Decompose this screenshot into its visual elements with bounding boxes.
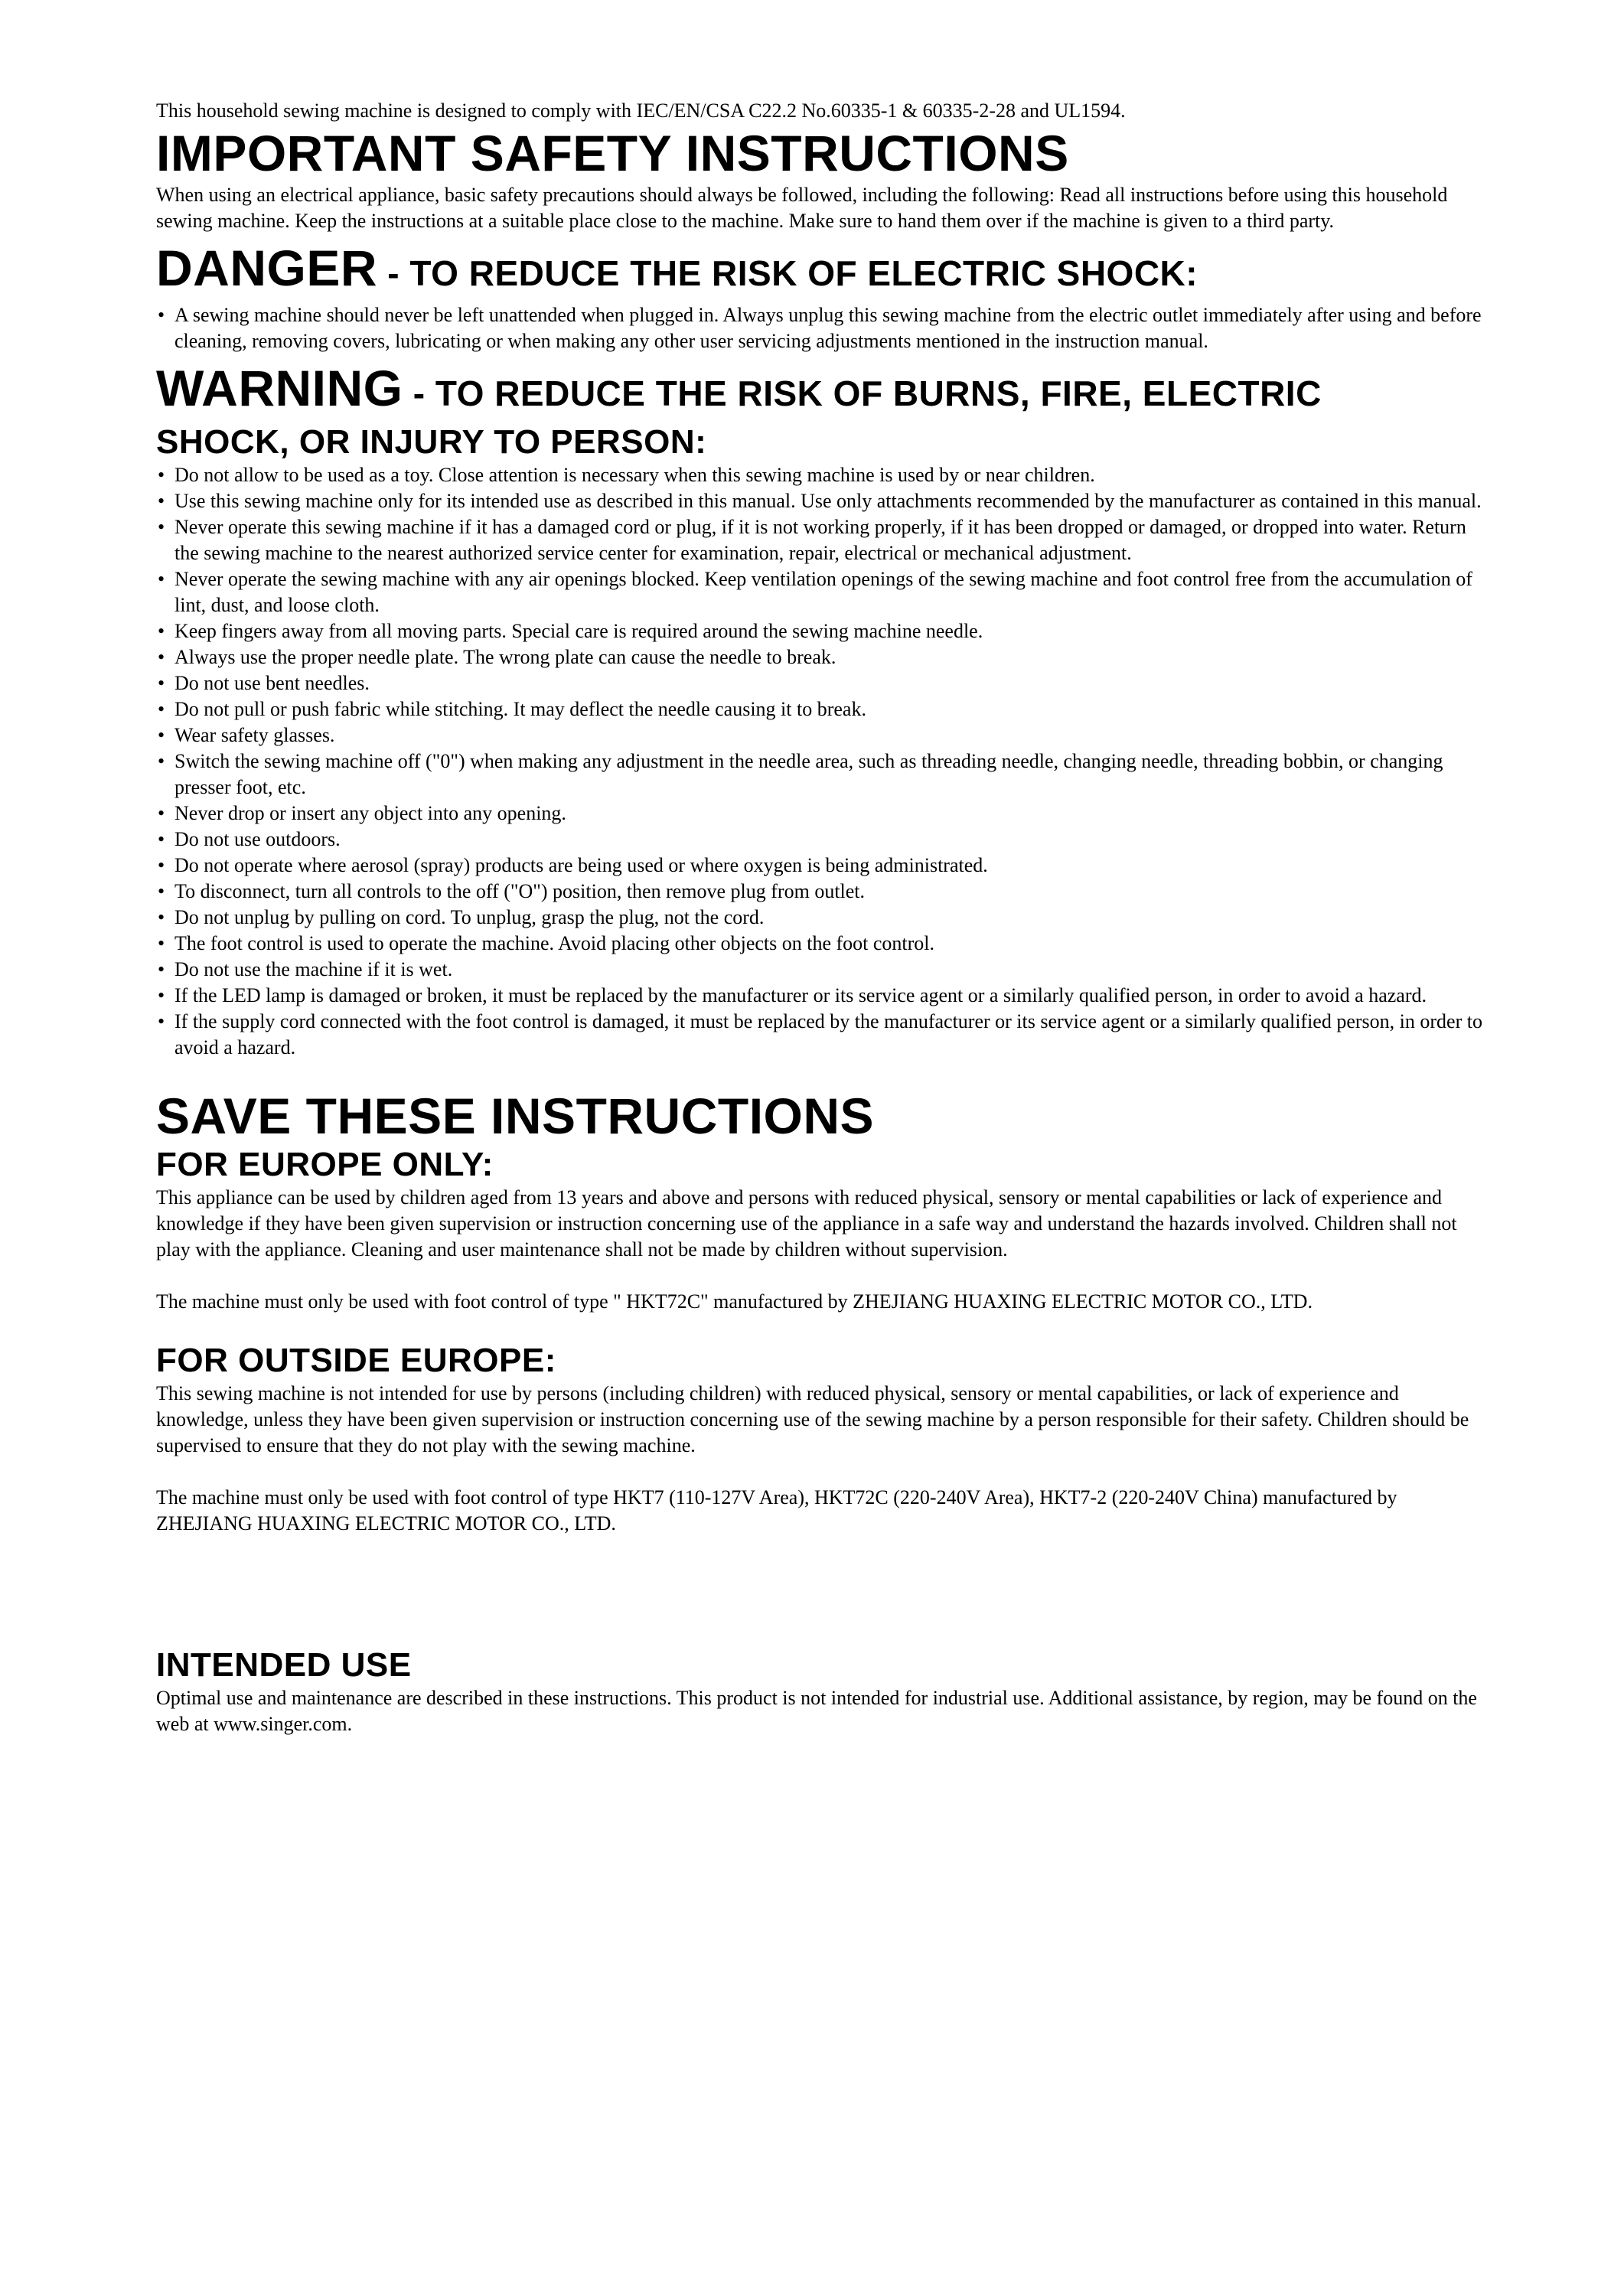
warning-item: • Do not allow to be used as a toy. Close attention is necessary when this sewing machine is used by or near children. [156, 462, 1488, 488]
warning-item: • Do not unplug by pulling on cord. To unplug, grasp the plug, not the cord. [156, 905, 1488, 931]
warning-heading [156, 359, 1488, 422]
warning-item: • Always use the proper needle plate. The wrong plate can cause the needle to break. [156, 644, 1488, 670]
outside-europe-title: FOR OUTSIDE EUROPE: [156, 1342, 556, 1379]
warning-item: • If the supply cord connected with the foot control is damaged, it must be replaced by the manufacturer or its service agent or a similarly qualified person, in order to avoid a hazard. [156, 1009, 1488, 1061]
warning-item: • The foot control is used to operate the machine. Avoid placing other objects on the foot control. [156, 931, 1488, 957]
warning-item: • Never drop or insert any object into any opening. [156, 801, 1488, 827]
europe-para-1: This appliance can be used by children aged from 13 years and above and persons with reduced physical, sensory or mental capabilities or lack of experience and knowledge if they have been given supervision or instruction concerning use of the appliance in a safe way and understand the hazards involved. Children shall not play with the appliance. Cleaning and user maintenance shall not be made by children without supervision. [156, 1186, 1457, 1261]
warning-item: • Use this sewing machine only for its intended use as described in this manual. Use only attachments recommended by the manufacturer as contained in this manual. [156, 488, 1488, 514]
warning-item: • Never operate the sewing machine with any air openings blocked. Keep ventilation openings of the sewing machine and foot control free from the accumulation of lint, dust, and loose cloth. [156, 566, 1488, 618]
europe-title: FOR EUROPE ONLY: [156, 1146, 494, 1183]
danger-word: DANGER [156, 240, 378, 296]
warning-item: • Do not pull or push fabric while stitching. It may deflect the needle causing it to break. [156, 696, 1488, 722]
warning-item: • Switch the sewing machine off ("0") when making any adjustment in the needle area, such as threading needle, changing needle, threading bobbin, or changing presser foot, etc. [156, 748, 1488, 801]
warning-item: • Never operate this sewing machine if it has a damaged cord or plug, if it is not working properly, if it has been dropped or damaged, or dropped into water. Return the sewing machine to the nearest authorized service center for examination, repair, electrical or mechanical adjustment. [156, 514, 1488, 566]
compliance-note: This household sewing machine is designed to comply with IEC/EN/CSA C22.2 No.60335-1 & 60335-2-28 and UL1594. [156, 99, 1126, 122]
warning-subtitle: - TO REDUCE THE RISK OF BURNS, FIRE, ELECTRIC [403, 373, 1322, 413]
save-title: SAVE THESE INSTRUCTIONS [156, 1088, 875, 1144]
intended-use-title: INTENDED USE [156, 1646, 412, 1684]
danger-heading [156, 239, 1488, 302]
warning-item: • Do not use the machine if it is wet. [156, 957, 1488, 983]
warning-subtitle-line2: SHOCK, OR INJURY TO PERSON: [156, 423, 707, 461]
warning-item: • Wear safety glasses. [156, 722, 1488, 748]
important-title: IMPORTANT SAFETY INSTRUCTIONS [156, 125, 1069, 181]
warning-item: • To disconnect, turn all controls to the off ("O") position, then remove plug from outlet. [156, 879, 1488, 905]
warning-item: • Do not use outdoors. [156, 827, 1488, 853]
warning-item: • Do not use bent needles. [156, 670, 1488, 696]
outside-europe-para-1: This sewing machine is not intended for use by persons (including children) with reduced physical, sensory or mental capabilities, or lack of experience and knowledge, unless they have been given supervision or instruction concerning use of the sewing machine by a person responsible for their safety. Children should be supervised to ensure that they do not play with the sewing machine. [156, 1382, 1469, 1456]
warning-item: • If the LED lamp is damaged or broken, it must be replaced by the manufacturer or its service agent or a similarly qualified person, in order to avoid a hazard. [156, 983, 1488, 1009]
intended-use-body: Optimal use and maintenance are described in these instructions. This product is not intended for industrial use. Additional assistance, by region, may be found on the web at www.singer.com. [156, 1687, 1477, 1735]
important-intro: When using an electrical appliance, basic safety precautions should always be followed, including the following: Read all instructions before using this household sewing machine. Keep the instructions at a suitable place close to the machine. Make sure to hand them over if the machine is given to a third party. [156, 184, 1448, 232]
danger-subtitle: - TO REDUCE THE RISK OF ELECTRIC SHOCK: [377, 253, 1198, 293]
warning-item: • Do not operate where aerosol (spray) products are being used or where oxygen is being administrated. [156, 853, 1488, 879]
warning-word: WARNING [156, 360, 403, 416]
danger-item: • A sewing machine should never be left unattended when plugged in. Always unplug this sewing machine from the electric outlet immediately after using and before cleaning, removing covers, lubricating or when making any other user servicing adjustments mentioned in the instruction manual. [156, 302, 1488, 354]
europe-para-2: The machine must only be used with foot control of type " HKT72C" manufactured by ZHEJIANG HUAXING ELECTRIC MOTOR CO., LTD. [156, 1290, 1313, 1313]
outside-europe-para-2: The machine must only be used with foot control of type HKT7 (110-127V Area), HKT72C (220-240V Area), HKT7-2 (220-240V China) manufactured by ZHEJIANG HUAXING ELECTRIC MOTOR CO., LTD. [156, 1486, 1397, 1534]
warning-list [156, 462, 1488, 1061]
warning-item: • Keep fingers away from all moving parts. Special care is required around the sewing machine needle. [156, 618, 1488, 644]
safety-page [156, 98, 1488, 1737]
danger-list [156, 302, 1488, 354]
